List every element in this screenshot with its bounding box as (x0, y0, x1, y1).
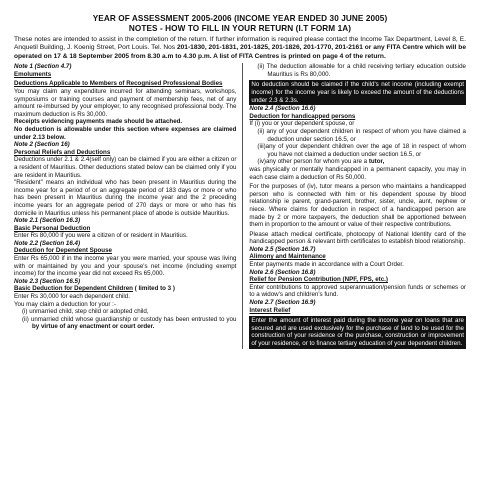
list-item: (ii) any of your dependent children in respect of whom you have claimed a deduction under section 16.5, or (257, 127, 466, 143)
list-item-text: (ii) unmarried child whose guardianship or custody has been entrusted to you (22, 315, 237, 323)
paragraph: Enter Rs 65,000 if in the income year you were married, your spouse was living with or maintained by you and your spouse's net income (including exempt income) for the income year did not exceed Rs 65,000. (14, 255, 237, 278)
list-item (249, 158, 466, 166)
list-item: (ii) The deduction allowable for a child receiving tertiary education outside Mauritius is Rs 80,000. (257, 63, 466, 78)
intro-contacts: 201-1830, 201-1831, 201-1825, 201-1826, 201-1770, 201-2161 or any FITA Centre which will be operated on 17 & 18 September 2005 from 8.30 a.m to 4.30 p.m. A list of FITA Centres is printed on page 4 of the return. (14, 44, 466, 60)
section-heading: Emoluments (14, 70, 52, 78)
section-heading-limit: ( limited to 3 ) (134, 285, 175, 293)
note-heading: Note 2.7 (Section 16.9) (249, 299, 316, 307)
section-heading: Basic Personal Deduction (14, 224, 91, 232)
section-heading: Deduction for Dependent Spouse (14, 247, 112, 255)
list-item (14, 316, 236, 331)
right-column (243, 63, 466, 348)
notes-columns (14, 63, 466, 348)
list-item-bold: tutor, (368, 158, 385, 166)
note-heading: Note 2.5 (Section 16.7) (249, 245, 316, 253)
list-item: (i) unmarried child, step child or adopted child, (22, 308, 149, 316)
intro-text: These notes are intended to assist in the completion of the return. If further information is required please contact the Income Tax Department, Level 8, E. Anquetil Building, J. Koenig Street, Port Louis. Tel. Nos (14, 36, 466, 52)
section-heading: Basic Deduction for Dependent Children (14, 285, 133, 293)
section-heading: Relief for Pension Contribution (NPF, FPS, etc.) (249, 276, 388, 284)
note-heading: Note 2.3 (Section 16.5) (14, 277, 81, 285)
list-item: (iii)any of your dependent children over the age of 18 in respect of whom you have not claimed a deduction under section 16.5, or (257, 143, 466, 158)
note-heading: Note 2.2 (Section 16.4) (14, 239, 81, 247)
list-item-bold: by virtue of any enactment or court order. (32, 323, 155, 331)
section-heading: Interest Relief (249, 306, 291, 314)
title-line-2: NOTES - HOW TO FILL IN YOUR RETURN (I.T FORM 1A) (128, 24, 352, 33)
list-item: If (i) you or your dependent spouse, or (249, 120, 355, 128)
highlight-box: Enter the amount of interest paid during the income year on loans that are secured and are used exclusively for the purchase of land to be used for the construction of your residence or the purchase, construction or improvement of your residence, or to finance tertiary education of your dependent children. (251, 317, 464, 347)
left-column (14, 63, 243, 348)
section-heading: Alimony and Maintenance (249, 253, 326, 261)
section-heading: Personal Reliefs and Deductions (14, 148, 111, 156)
title-line-1: YEAR OF ASSESSMENT 2005-2006 (INCOME YEAR ENDED 30 JUNE 2005) (92, 14, 388, 23)
paragraph: was physically or mentally handicapped in a permanent capacity, you may in each case claim a deduction of Rs 50,000. (249, 165, 466, 181)
paragraph: You may claim any expenditure incurred for attending seminars, workshops, symposiums or training courses and payment of membership fees, net of any amount re-imbursed by your employer, to any recognised professional body. The maximum deduction is Rs 30,000. (14, 88, 237, 118)
paragraph: Enter Rs 80,000 if you were a citizen of or resident in Mauritius. (14, 232, 188, 240)
paragraph: Deductions under 2.1 & 2.4(self only) can be claimed if you are either a citizen or a resident of Mauritius. Other deductions stated below can be claimed only if you are resident in Mauritius. (14, 156, 237, 179)
section-heading: Deduction for handicapped persons (249, 112, 356, 120)
note-heading: Note 2.6 (Section 16.8) (249, 268, 316, 276)
paragraph: No deduction is allowable under this section where expenses are claimed under 2.13 below. (14, 125, 237, 141)
paragraph: Enter Rs 30,000 for each dependent child. (14, 293, 130, 301)
paragraph: You may claim a deduction for your :- (14, 300, 116, 308)
paragraph: Receipts evidencing payments made should be attached. (14, 118, 183, 126)
highlight-box: No deduction should be claimed if the child's net income (including exempt income) for the income year is likely to exceed the amount of the deductions under 2.3 & 2.3s. (251, 81, 464, 104)
note-heading: Note 1 (Section 4.7) (14, 63, 72, 71)
section-heading: Deductions Applicable to Members of Recognised Professional Bodies (14, 80, 223, 88)
section-heading-row (14, 285, 236, 293)
paragraph: For the purposes of (iv), tutor means a person who maintains a handicapped person who is connected with him or his dependent spouse by blood relationship ie parent, grand-parent, brother, sister, uncle, aunt, nephew or niece. Where claims for deduction in respect of a handicapped person are made by 2 or more taxpayers, the deduction shall be apportioned between them in proportion to the amount or value of their respective contributions. (249, 183, 466, 229)
document-title (14, 14, 466, 34)
note-heading: Note 2 (Section 16) (14, 141, 70, 149)
paragraph: Please attach medical certificate, photocopy of National Identity card of the handicapped person & relevant birth certificates to establish blood relationship. (249, 230, 466, 246)
intro-paragraph (14, 36, 466, 61)
list-item-text: (iv)any other person for whom you are a (257, 158, 369, 166)
note-heading: Note 2.4 (Section 16.6) (249, 105, 316, 113)
paragraph: Enter contributions to approved superannuation/pension funds or schemes or to a widow's and children's fund. (249, 283, 466, 299)
note-heading: Note 2.1 (Section 16.3) (14, 217, 81, 225)
paragraph: Enter payments made in accordance with a Court Order. (249, 261, 404, 269)
paragraph: "Resident" means an individual who has been present in Mauritius during the income year for a period of or an aggregate period of 183 days or more or who has been present in Mauritius during the income year and the 2 preceding income years for an aggregate period of 270 days or more or who has his domicile in Mauritius unless his permanent place of abode is outside Mauritius. (14, 179, 237, 217)
